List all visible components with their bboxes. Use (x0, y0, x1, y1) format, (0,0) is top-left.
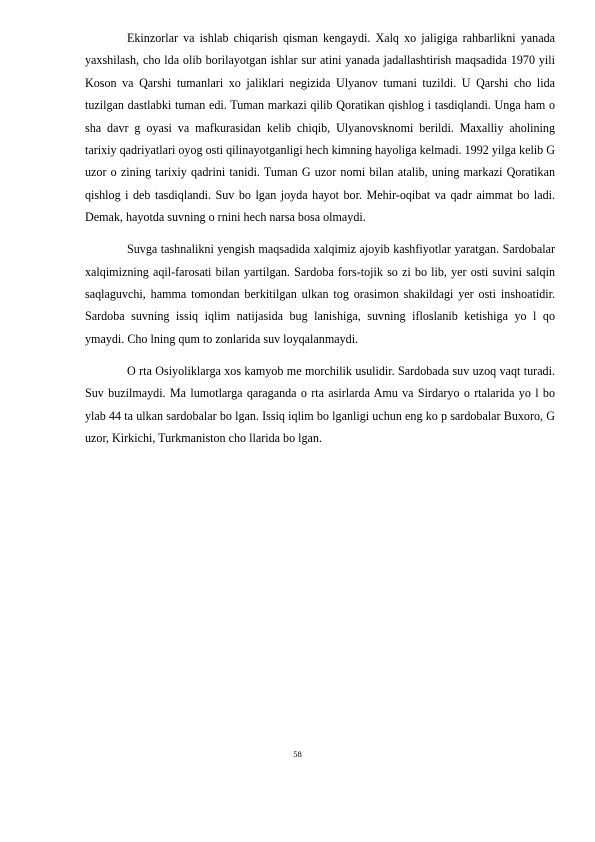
paragraph-2: Suvga tashnalikni yengish maqsadida xalqimiz ajoyib kashfiyotlar yaratgan. Sardobalar xalqimizning aqil-farosati bilan yartilgan. Sardoba fors-tojik so zi bo lib, yer osti suvini salqin saqlaguvchi, hamma tomondan berkitilgan ulkan tog orasimon shakildagi yer osti inshoatidir. Sardoba suvning issiq iqlim natijasida bug lanishiga, suvning ifloslanib ketishiga yo l qo ymaydi. Cho lning qum to zonlarida suv loyqalanmaydi. (85, 242, 555, 346)
paragraph-1: Ekinzorlar va ishlab chiqarish qisman kengaydi. Xalq xo jaligiga rahbarlikni yanada yaxshilash, cho lda olib borilayotgan ishlar sur atini yanada jadallashtirish maqsadida 1970 yili Koson va Qarshi tumanlari xo jaliklari negizida Ulyanov tumani tuzildi. U Qarshi cho lida tuzilgan dastlabki tuman edi. Tuman markazi qilib Qoratikan qishlog i tasdiqlandi. Unga ham o sha davr g oyasi va mafkurasidan kelib chiqib, Ulyanovsknomi berildi. Maxalliy aholining tarixiy qadriyatlari oyog osti qilinayotganligi hech kimning hayoliga kelmadi. 1992 yilga kelib G uzor o zining tarixiy qadrini tanidi. Tuman G uzor nomi bilan atalib, uning markazi Qoratikan qishlog i deb tasdiqlandi. Suv bo lgan joyda hayot bor. Mehir-oqibat va qadr aimmat bo ladi. Demak, hayotda suvning o rnini hech narsa bosa olmaydi. (85, 31, 555, 225)
document-body (85, 27, 555, 459)
page-number: 58 (293, 749, 302, 759)
paragraph-3: O rta Osiyoliklarga xos kamyob me morchilik usulidir. Sardobada suv uzoq vaqt turadi. Suv buzilmaydi. Ma lumotlarga qaraganda o rta asirlarda Amu va Sirdaryo o rtalarida yo l bo ylab 44 ta ulkan sardobalar bo lgan. Issiq iqlim bo lganligi uchun eng ko p sardobalar Buxoro, G uzor, Kirkichi, Turkmaniston cho llarida bo lgan. (85, 363, 555, 445)
